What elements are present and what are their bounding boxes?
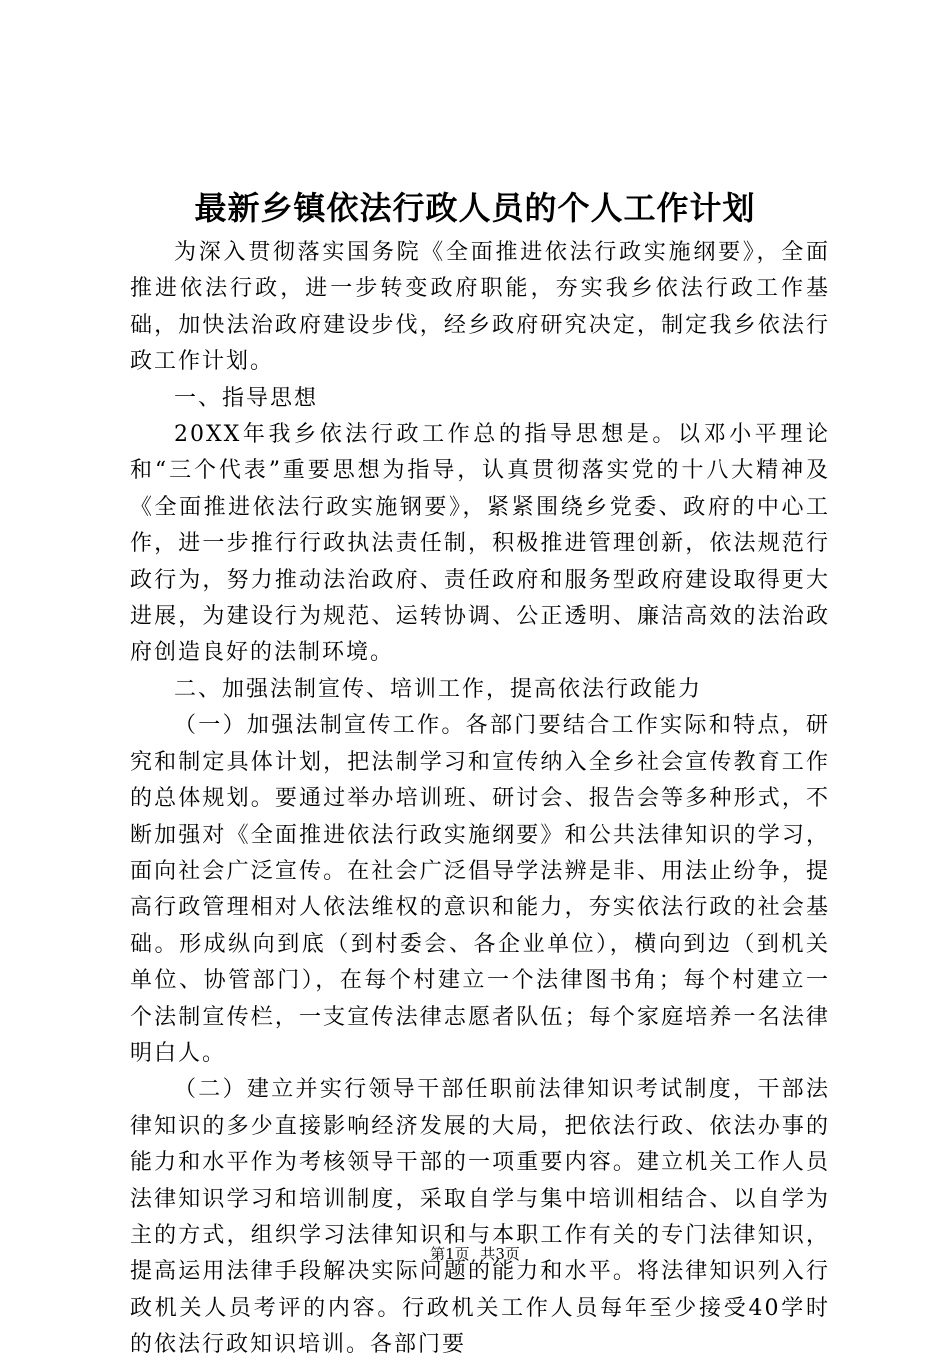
paragraph-intro: 为深入贯彻落实国务院《全面推进依法行政实施纲要》，全面推进依法行政，进一步转变政府职能，夯实我乡依法行政工作基础，加快法治政府建设步伐，经乡政府研究决定，制定我乡依法行政工作计划。	[130, 240, 830, 375]
section-heading-2: 二、加强法制宣传、培训工作，提高依法行政能力	[174, 676, 703, 702]
page-footer	[0, 1244, 950, 1264]
paragraph-publicity: （一）加强法制宣传工作。各部门要结合工作实际和特点，研究和制定具体计划，把法制学习和宣传纳入全乡社会宣传教育工作的总体规划。要通过举办培训班、研讨会、报告会等多种形式，不断加强对《全面推进依法行政实施纲要》和公共法律知识的学习，面向社会广泛宣传。在社会广泛倡导学法辨是非、用法止纷争，提高行政管理相对人依法维权的意识和能力，夯实依法行政的社会基础。形成纵向到底（到村委会、各企业单位），横向到边（到机关单位、协管部门），在每个村建立一个法律图书角；每个村建立一个法制宣传栏，一支宣传法律志愿者队伍；每个家庭培养一名法律明白人。	[130, 713, 830, 1066]
page-number: 第1页	[430, 1245, 470, 1263]
section-heading-1: 一、指导思想	[174, 385, 319, 411]
paragraph-guiding-thought: 20XX年我乡依法行政工作总的指导思想是。以邓小平理论和“三个代表”重要思想为指导，认真贯彻落实党的十八大精神及《全面推进依法行政实施钢要》，紧紧围绕乡党委、政府的中心工作，进一步推行行政执法责任制，积极推进管理创新，依法规范行政行为，努力推动法治政府、责任政府和服务型政府建设取得更大进展，为建设行为规范、运转协调、公正透明、廉洁高效的法治政府创造良好的法制环境。	[130, 422, 830, 666]
page-total: 共3页	[480, 1245, 520, 1263]
document-body	[130, 235, 830, 1364]
document-title: 最新乡镇依法行政人员的个人工作计划	[194, 189, 756, 227]
paragraph-exam-system: （二）建立并实行领导干部任职前法律知识考试制度，干部法律知识的多少直接影响经济发展的大局，把依法行政、依法办事的能力和水平作为考核领导干部的一项重要内容。建立机关工作人员法律知识学习和培训制度，采取自学与集中培训相结合、以自学为主的方式，组织学习法律知识和与本职工作有关的专门法律知识，提高运用法律手段解决实际问题的能力和水平。将法律知识列入行政机关人员考评的内容。行政机关工作人员每年至少接受40学时的依法行政知识培训。各部门要	[130, 1077, 830, 1358]
